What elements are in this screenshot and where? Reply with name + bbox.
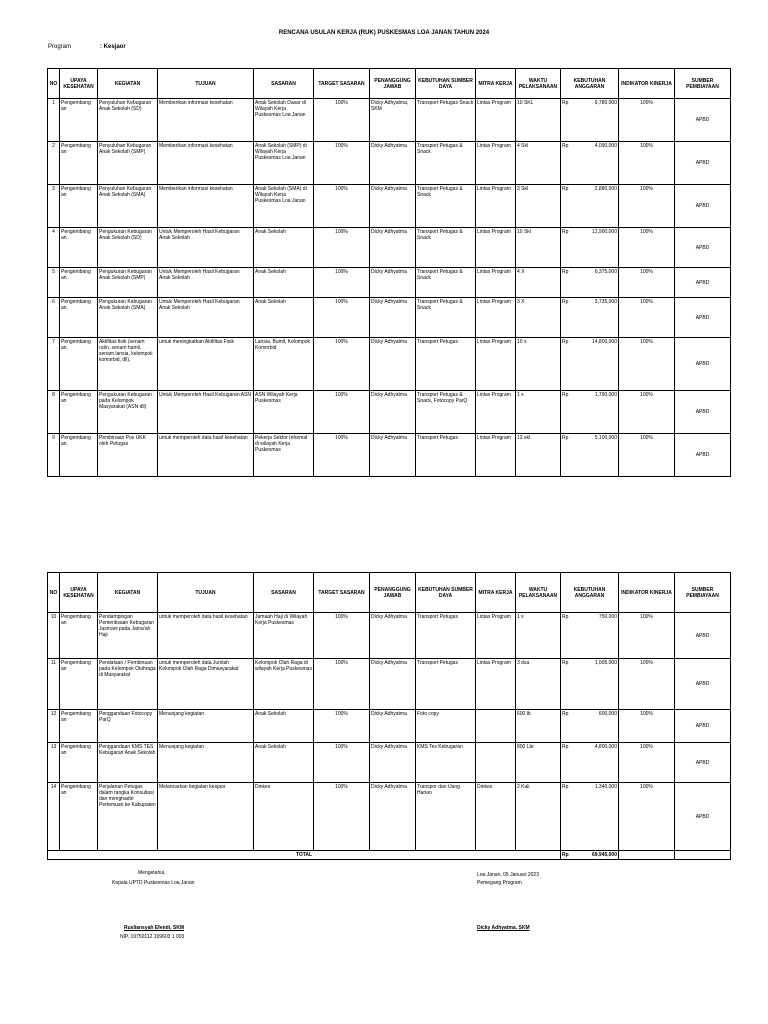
- header-tujuan: TUJUAN: [158, 69, 254, 99]
- cell-waktu: 10 SKL: [516, 99, 561, 142]
- cell-sumber: APBD: [675, 710, 731, 743]
- cell-kebutuhan-sd: Transport Petugas: [416, 659, 476, 710]
- cell-waktu: 3 Skl: [516, 185, 561, 228]
- cell-target: 100%: [314, 185, 370, 228]
- cell-waktu: 4 Skl: [516, 142, 561, 185]
- cell-sasaran: Jamaah Haji di Wilayah Kerja Puskesmas: [254, 613, 314, 659]
- cell-anggaran-amount: 14,800,000: [591, 339, 617, 345]
- cell-indikator: 100%: [619, 434, 675, 477]
- cell-indikator: 100%: [619, 391, 675, 434]
- cell-mitra: Lintas Program: [476, 185, 516, 228]
- document-title: RENCANA USULAN KERJA (RUK) PUSKESMAS LOA JANAN TAHUN 2024: [278, 30, 490, 36]
- cell-mitra: Lintas Program: [476, 391, 516, 434]
- cell-waktu: 600 lb: [516, 710, 561, 743]
- total-empty-indikator: [619, 851, 675, 860]
- cell-kebutuhan-sd: Transport Petugas & Snack: [416, 142, 476, 185]
- cell-upaya: Pengembang an: [60, 391, 98, 434]
- cell-sasaran: Anak Sekolah (SMP) di Wilayah Kerja Puskesmas Loa Janan: [254, 142, 314, 185]
- cell-anggaran-amount: 6,375,000: [594, 269, 617, 275]
- signature-left-name-wrap: [124, 925, 184, 931]
- cell-kegiatan: Pengukuran Kebugaran Anak Sekolah (SD): [98, 228, 158, 268]
- table-body-page-2: [48, 613, 731, 851]
- cell-kegiatan: Penggandaan KMS TES Kebugaran Anak Sekolah: [98, 743, 158, 783]
- cell-pj: Dicky Adhyatma: [370, 613, 416, 659]
- cell-kebutuhan-sd: Transport Petugas: [416, 613, 476, 659]
- cell-upaya: Pengembang an: [60, 338, 98, 391]
- cell-upaya: Pengembang an: [60, 613, 98, 659]
- cell-mitra: Lintas Program: [476, 338, 516, 391]
- header-mitra: MITRA KERJA: [476, 573, 516, 613]
- header-kebutuhan-sd: KEBUTUHAN SUMBER DAYA: [416, 69, 476, 99]
- cell-tujuan: Menunjang kegiatan: [158, 710, 254, 743]
- cell-kegiatan: Pengukuran Kebugaran Anak Sekolah (SMP): [98, 268, 158, 298]
- cell-anggaran-currency: Rp: [562, 143, 569, 149]
- cell-anggaran-currency: Rp: [562, 229, 569, 235]
- table-header-row: [48, 573, 731, 613]
- cell-waktu: 800 Lbr: [516, 743, 561, 783]
- cell-waktu: 1 x: [516, 613, 561, 659]
- cell-no: 2: [48, 142, 60, 185]
- signature-left-nip: NIP. 19750112 199603 1 003: [120, 934, 185, 940]
- cell-target: 100%: [314, 142, 370, 185]
- cell-mitra: Lintas Program: [476, 268, 516, 298]
- total-label: TOTAL: [48, 851, 561, 860]
- cell-pj: Dicky Adhyatma: [370, 185, 416, 228]
- header-kebutuhan-sd: KEBUTUHAN SUMBER DAYA: [416, 573, 476, 613]
- cell-sasaran: Dinkes: [254, 783, 314, 851]
- cell-waktu: 3 X: [516, 298, 561, 338]
- cell-mitra: Lintas Program: [476, 434, 516, 477]
- cell-anggaran: [561, 710, 619, 743]
- header-upaya: UPAYA KESEHATAN: [60, 573, 98, 613]
- cell-anggaran-currency: Rp: [562, 100, 569, 106]
- cell-waktu: 3 dsa: [516, 659, 561, 710]
- cell-no: 7: [48, 338, 60, 391]
- cell-target: 100%: [314, 783, 370, 851]
- cell-indikator: 100%: [619, 743, 675, 783]
- cell-kebutuhan-sd: Transport Petugas & Snack: [416, 228, 476, 268]
- cell-sasaran: Lansia, Bumil, Kelompok Komorbid: [254, 338, 314, 391]
- ruk-table-page-2: [47, 572, 731, 860]
- cell-indikator: 100%: [619, 710, 675, 743]
- header-anggaran: KEBUTUHAN ANGGARAN: [561, 69, 619, 99]
- cell-no: 5: [48, 268, 60, 298]
- cell-anggaran-amount: 1,005,000: [594, 660, 617, 666]
- cell-pj: Dicky Adhyatma: [370, 434, 416, 477]
- cell-tujuan: Melancarkan kegiatan kesjaor: [158, 783, 254, 851]
- signature-right-line2: Pemegang Program: [477, 880, 522, 886]
- cell-indikator: 100%: [619, 298, 675, 338]
- cell-pj: Dicky Adhyatma: [370, 338, 416, 391]
- table-row: [48, 298, 731, 338]
- cell-pj: Dicky Adhyatma: [370, 659, 416, 710]
- cell-kegiatan: Pembinaan Pos UKK oleh Petugas: [98, 434, 158, 477]
- header-target: TARGET SASARAN: [314, 573, 370, 613]
- cell-kegiatan: Pendampingan Pemeriksaan Kebugaran Jasmani pada Jama'ah Haji: [98, 613, 158, 659]
- table-body-page-1: [48, 99, 731, 477]
- cell-target: 100%: [314, 391, 370, 434]
- cell-kegiatan: Pendataan / Pembinaan pada Kelompok Olahraga di Masyarakat: [98, 659, 158, 710]
- cell-indikator: 100%: [619, 338, 675, 391]
- table-row: [48, 613, 731, 659]
- cell-anggaran-currency: Rp: [562, 711, 569, 717]
- cell-anggaran-currency: Rp: [562, 784, 569, 790]
- cell-kebutuhan-sd: Transport Petugas & Snack, Fotocopy ParQ: [416, 391, 476, 434]
- cell-target: 100%: [314, 743, 370, 783]
- cell-target: 100%: [314, 268, 370, 298]
- header-anggaran: KEBUTUHAN ANGGARAN: [561, 573, 619, 613]
- cell-pj: Dicky Adhyatma: [370, 228, 416, 268]
- cell-anggaran: [561, 298, 619, 338]
- cell-anggaran-currency: Rp: [562, 660, 569, 666]
- cell-upaya: Pengembang an: [60, 185, 98, 228]
- ruk-table-page-1: [47, 68, 731, 477]
- header-upaya: UPAYA KESEHATAN: [60, 69, 98, 99]
- cell-no: 11: [48, 659, 60, 710]
- header-pj: PENANGGUNG JAWAB: [370, 573, 416, 613]
- cell-anggaran: [561, 185, 619, 228]
- cell-tujuan: Memberikan informasi kesehatan: [158, 142, 254, 185]
- cell-anggaran-amount: 4,800,000: [594, 744, 617, 750]
- cell-upaya: Pengembang an: [60, 710, 98, 743]
- header-no: NO: [48, 69, 60, 99]
- cell-anggaran: [561, 268, 619, 298]
- cell-kegiatan: Aktifitas fisik (senam rutin, senam hamil, senam lansia, kelompok komorbid, dll),: [98, 338, 158, 391]
- program-label: Program: [48, 44, 72, 50]
- program-value: : Kesjaor: [100, 44, 126, 50]
- cell-pj: Dicky Adhyatma: [370, 391, 416, 434]
- cell-kebutuhan-sd: Transport Petugas & Snack: [416, 268, 476, 298]
- cell-kebutuhan-sd: Transport Petugas & Snack: [416, 185, 476, 228]
- cell-upaya: Pengembang an: [60, 659, 98, 710]
- cell-tujuan: untuk meningkatkan Aktifitas Fisik: [158, 338, 254, 391]
- cell-target: 100%: [314, 298, 370, 338]
- cell-anggaran: [561, 743, 619, 783]
- cell-kegiatan: Perjalanan Petugas dalam rangka Konsultasi dan menghadiri Pertemuan ke Kabupaten: [98, 783, 158, 851]
- table-row: [48, 659, 731, 710]
- cell-sasaran: Kelompok Olah Raga di wilayah Kerja Puskesmas: [254, 659, 314, 710]
- cell-sumber: APBD: [675, 185, 731, 228]
- cell-sumber: APBD: [675, 391, 731, 434]
- cell-sumber: APBD: [675, 298, 731, 338]
- cell-mitra: Lintas Program: [476, 142, 516, 185]
- cell-kegiatan: Pengukuran Kebugaran pada Kelompok Masyarakat (ASN dll): [98, 391, 158, 434]
- cell-target: 100%: [314, 434, 370, 477]
- cell-upaya: Pengembang an: [60, 268, 98, 298]
- cell-sasaran: Anak Sekolah: [254, 228, 314, 268]
- header-waktu: WAKTU PELAKSANAAN: [516, 573, 561, 613]
- cell-no: 3: [48, 185, 60, 228]
- header-kegiatan: KEGIATAN: [98, 69, 158, 99]
- total-amount: 69,945,000: [591, 852, 617, 858]
- cell-tujuan: Untuk Memperoleh Hasil Kebugaran Anak Sekolah: [158, 268, 254, 298]
- cell-upaya: Pengembang an: [60, 228, 98, 268]
- cell-target: 100%: [314, 613, 370, 659]
- cell-kebutuhan-sd: Transport Petugas: [416, 338, 476, 391]
- cell-waktu: 4 X: [516, 268, 561, 298]
- cell-pj: Dicky Adhyatma: [370, 142, 416, 185]
- header-sumber: SUMBER PEMBIAYAAN: [675, 69, 731, 99]
- cell-sasaran: ASN Wilayah Kerja Puskesmas: [254, 391, 314, 434]
- cell-mitra: Lintas Program: [476, 659, 516, 710]
- signature-right-name-wrap: [477, 925, 530, 931]
- cell-waktu: 1 x: [516, 391, 561, 434]
- cell-mitra: Lintas Program: [476, 298, 516, 338]
- table-row: [48, 268, 731, 298]
- cell-sasaran: Anak Sekolah: [254, 298, 314, 338]
- cell-pj: Dicky Adhyatma: [370, 298, 416, 338]
- cell-anggaran: [561, 391, 619, 434]
- cell-mitra: Lintas Program: [476, 613, 516, 659]
- cell-anggaran: [561, 613, 619, 659]
- cell-kebutuhan-sd: Foto copy: [416, 710, 476, 743]
- cell-kegiatan: Penyuluhan Kebugaran Anak Sekolah (SD): [98, 99, 158, 142]
- header-sasaran: SASARAN: [254, 69, 314, 99]
- cell-mitra: [476, 710, 516, 743]
- cell-no: 13: [48, 743, 60, 783]
- signature-left-line2: Kepala UPTD Puskesmas Loa Janan: [112, 880, 195, 886]
- cell-anggaran-currency: Rp: [562, 435, 569, 441]
- cell-sasaran: Anak Sekolah Dasar di Wilayah Kerja Puskesmas Loa Janan: [254, 99, 314, 142]
- cell-sumber: APBD: [675, 338, 731, 391]
- cell-anggaran: [561, 659, 619, 710]
- cell-sumber: APBD: [675, 228, 731, 268]
- cell-tujuan: Untuk Memperoleh Hasil Kebugaran ASN: [158, 391, 254, 434]
- cell-indikator: 100%: [619, 268, 675, 298]
- cell-sasaran: Pekerja Sektor Informal di wilayah Kerja Puskesmas: [254, 434, 314, 477]
- cell-sumber: APBD: [675, 743, 731, 783]
- cell-tujuan: Untuk Memperoleh Hasil Kebugaran Anak Sekolah: [158, 228, 254, 268]
- cell-indikator: 100%: [619, 783, 675, 851]
- cell-anggaran-currency: Rp: [562, 299, 569, 305]
- cell-tujuan: Memberikan informasi kesehatan: [158, 185, 254, 228]
- cell-kegiatan: Penyuluhan Kebugaran Anak Sekolah (SMA): [98, 185, 158, 228]
- cell-no: 10: [48, 613, 60, 659]
- signature-right-name: Dicky Adhyatma, SKM: [477, 925, 530, 931]
- table-row: [48, 391, 731, 434]
- header-sasaran: SASARAN: [254, 573, 314, 613]
- cell-anggaran-amount: 12,900,000: [591, 229, 617, 235]
- cell-sasaran: Anak Sekolah: [254, 710, 314, 743]
- cell-target: 100%: [314, 99, 370, 142]
- cell-sumber: APBD: [675, 99, 731, 142]
- cell-waktu: 10 x: [516, 338, 561, 391]
- cell-pj: Dicky Adhyatma: [370, 743, 416, 783]
- cell-anggaran: [561, 228, 619, 268]
- cell-mitra: Lintas Program: [476, 99, 516, 142]
- cell-sumber: APBD: [675, 613, 731, 659]
- cell-anggaran-amount: 9,780,000: [594, 100, 617, 106]
- cell-kebutuhan-sd: Transpor dan Uang Harian: [416, 783, 476, 851]
- cell-kegiatan: Penggandaan Fotocopy ParQ: [98, 710, 158, 743]
- signature-left-name: Rusliansyah Efendi, SKM: [124, 925, 185, 931]
- cell-waktu: 10 Skl: [516, 228, 561, 268]
- table-row: [48, 434, 731, 477]
- cell-anggaran: [561, 142, 619, 185]
- cell-tujuan: untuk memperoleh data Jumlah Kelompok Olah Raga Dimasyarakat: [158, 659, 254, 710]
- cell-anggaran-amount: 1,790,000: [594, 392, 617, 398]
- cell-anggaran-amount: 1,340,000: [594, 784, 617, 790]
- header-target: TARGET SASARAN: [314, 69, 370, 99]
- cell-no: 1: [48, 99, 60, 142]
- cell-anggaran-currency: Rp: [562, 392, 569, 398]
- cell-sasaran: Anak Sekolah (SMA) di Wilayah Kerja Puskesmas Loa Janan: [254, 185, 314, 228]
- cell-pj: Dicky Adhyatma: [370, 268, 416, 298]
- cell-sumber: APBD: [675, 142, 731, 185]
- cell-sumber: APBD: [675, 783, 731, 851]
- cell-target: 100%: [314, 710, 370, 743]
- cell-sumber: APBD: [675, 434, 731, 477]
- cell-anggaran-amount: 2,880,000: [594, 186, 617, 192]
- cell-anggaran: [561, 434, 619, 477]
- cell-tujuan: untuk memperoleh data hasil kesehatan: [158, 613, 254, 659]
- cell-anggaran-currency: Rp: [562, 744, 569, 750]
- cell-sasaran: Anak Sekolah: [254, 743, 314, 783]
- cell-upaya: Pengembang an: [60, 298, 98, 338]
- header-waktu: WAKTU PELAKSANAAN: [516, 69, 561, 99]
- cell-anggaran-currency: Rp: [562, 186, 569, 192]
- cell-no: 4: [48, 228, 60, 268]
- cell-upaya: Pengembang an: [60, 434, 98, 477]
- table-row: [48, 338, 731, 391]
- cell-kebutuhan-sd: Transport Petugas Snack: [416, 99, 476, 142]
- cell-anggaran-currency: Rp: [562, 339, 569, 345]
- cell-anggaran: [561, 338, 619, 391]
- cell-target: 100%: [314, 659, 370, 710]
- table-row: [48, 142, 731, 185]
- cell-tujuan: Menunjang kegiatan: [158, 743, 254, 783]
- cell-indikator: 100%: [619, 142, 675, 185]
- table-row: [48, 783, 731, 851]
- signature-left-line1: Mengetahui,: [138, 870, 166, 876]
- cell-anggaran-amount: 5,100,000: [594, 435, 617, 441]
- cell-waktu: 12 xkl: [516, 434, 561, 477]
- cell-anggaran-amount: 4,090,000: [594, 143, 617, 149]
- cell-target: 100%: [314, 338, 370, 391]
- header-no: NO: [48, 573, 60, 613]
- table-row: [48, 743, 731, 783]
- cell-mitra: Dinkes: [476, 783, 516, 851]
- cell-anggaran-amount: 750,000: [598, 614, 617, 620]
- cell-anggaran-currency: Rp: [562, 614, 569, 620]
- table-row: [48, 99, 731, 142]
- cell-kebutuhan-sd: Transport Petugas: [416, 434, 476, 477]
- cell-kebutuhan-sd: Transport Petugas & Snack: [416, 298, 476, 338]
- cell-pj: Dicky Adhyatma: [370, 783, 416, 851]
- table-row: [48, 228, 731, 268]
- table-row: [48, 185, 731, 228]
- cell-kebutuhan-sd: KMS Tes Kebugaran: [416, 743, 476, 783]
- cell-upaya: Pengembang an: [60, 783, 98, 851]
- header-pj: PENANGGUNG JAWAB: [370, 69, 416, 99]
- header-mitra: MITRA KERJA: [476, 69, 516, 99]
- cell-indikator: 100%: [619, 659, 675, 710]
- cell-no: 8: [48, 391, 60, 434]
- cell-pj: Dicky Adhyatma, SKM: [370, 99, 416, 142]
- cell-upaya: Pengembang an: [60, 743, 98, 783]
- cell-no: 6: [48, 298, 60, 338]
- cell-sumber: APBD: [675, 659, 731, 710]
- cell-anggaran: [561, 783, 619, 851]
- cell-sumber: APBD: [675, 268, 731, 298]
- signature-right-line1: Loa Janan, 05 Januari 2023: [477, 872, 539, 878]
- cell-tujuan: Untuk Memperoleh Hasil Kebugaran Anak Sekolah: [158, 298, 254, 338]
- cell-no: 14: [48, 783, 60, 851]
- cell-pj: Dicky Adhyatma: [370, 710, 416, 743]
- cell-indikator: 100%: [619, 99, 675, 142]
- table-row: [48, 710, 731, 743]
- total-currency: Rp: [562, 852, 569, 858]
- cell-kegiatan: Penyuluhan Kebugaran Anak Sekolah (SMP): [98, 142, 158, 185]
- cell-no: 9: [48, 434, 60, 477]
- cell-kegiatan: Pengukuran Kebugaran Anak Sekolah (SMA): [98, 298, 158, 338]
- cell-tujuan: untuk memperoleh data hasil kesehatan: [158, 434, 254, 477]
- header-sumber: SUMBER PEMBIAYAAN: [675, 573, 731, 613]
- cell-anggaran-amount: 600,000: [598, 711, 617, 717]
- cell-indikator: 100%: [619, 228, 675, 268]
- program-line: [48, 44, 126, 50]
- cell-upaya: Pengembang an: [60, 99, 98, 142]
- cell-tujuan: Memberikan informasi kesehatan: [158, 99, 254, 142]
- total-row: [48, 851, 731, 860]
- cell-waktu: 2 Kali: [516, 783, 561, 851]
- header-indikator: INDIKATOR KINERJA: [619, 69, 675, 99]
- cell-anggaran: [561, 99, 619, 142]
- cell-sasaran: Anak Sekolah: [254, 268, 314, 298]
- header-kegiatan: KEGIATAN: [98, 573, 158, 613]
- total-amount-cell: [561, 851, 619, 860]
- cell-mitra: Lintas Program: [476, 228, 516, 268]
- header-tujuan: TUJUAN: [158, 573, 254, 613]
- header-indikator: INDIKATOR KINERJA: [619, 573, 675, 613]
- cell-indikator: 100%: [619, 185, 675, 228]
- cell-mitra: [476, 743, 516, 783]
- cell-anggaran-currency: Rp: [562, 269, 569, 275]
- cell-target: 100%: [314, 228, 370, 268]
- cell-upaya: Pengembang an: [60, 142, 98, 185]
- total-empty-sumber: [675, 851, 731, 860]
- cell-anggaran-amount: 3,735,000: [594, 299, 617, 305]
- cell-no: 12: [48, 710, 60, 743]
- cell-indikator: 100%: [619, 613, 675, 659]
- table-header-row: [48, 69, 731, 99]
